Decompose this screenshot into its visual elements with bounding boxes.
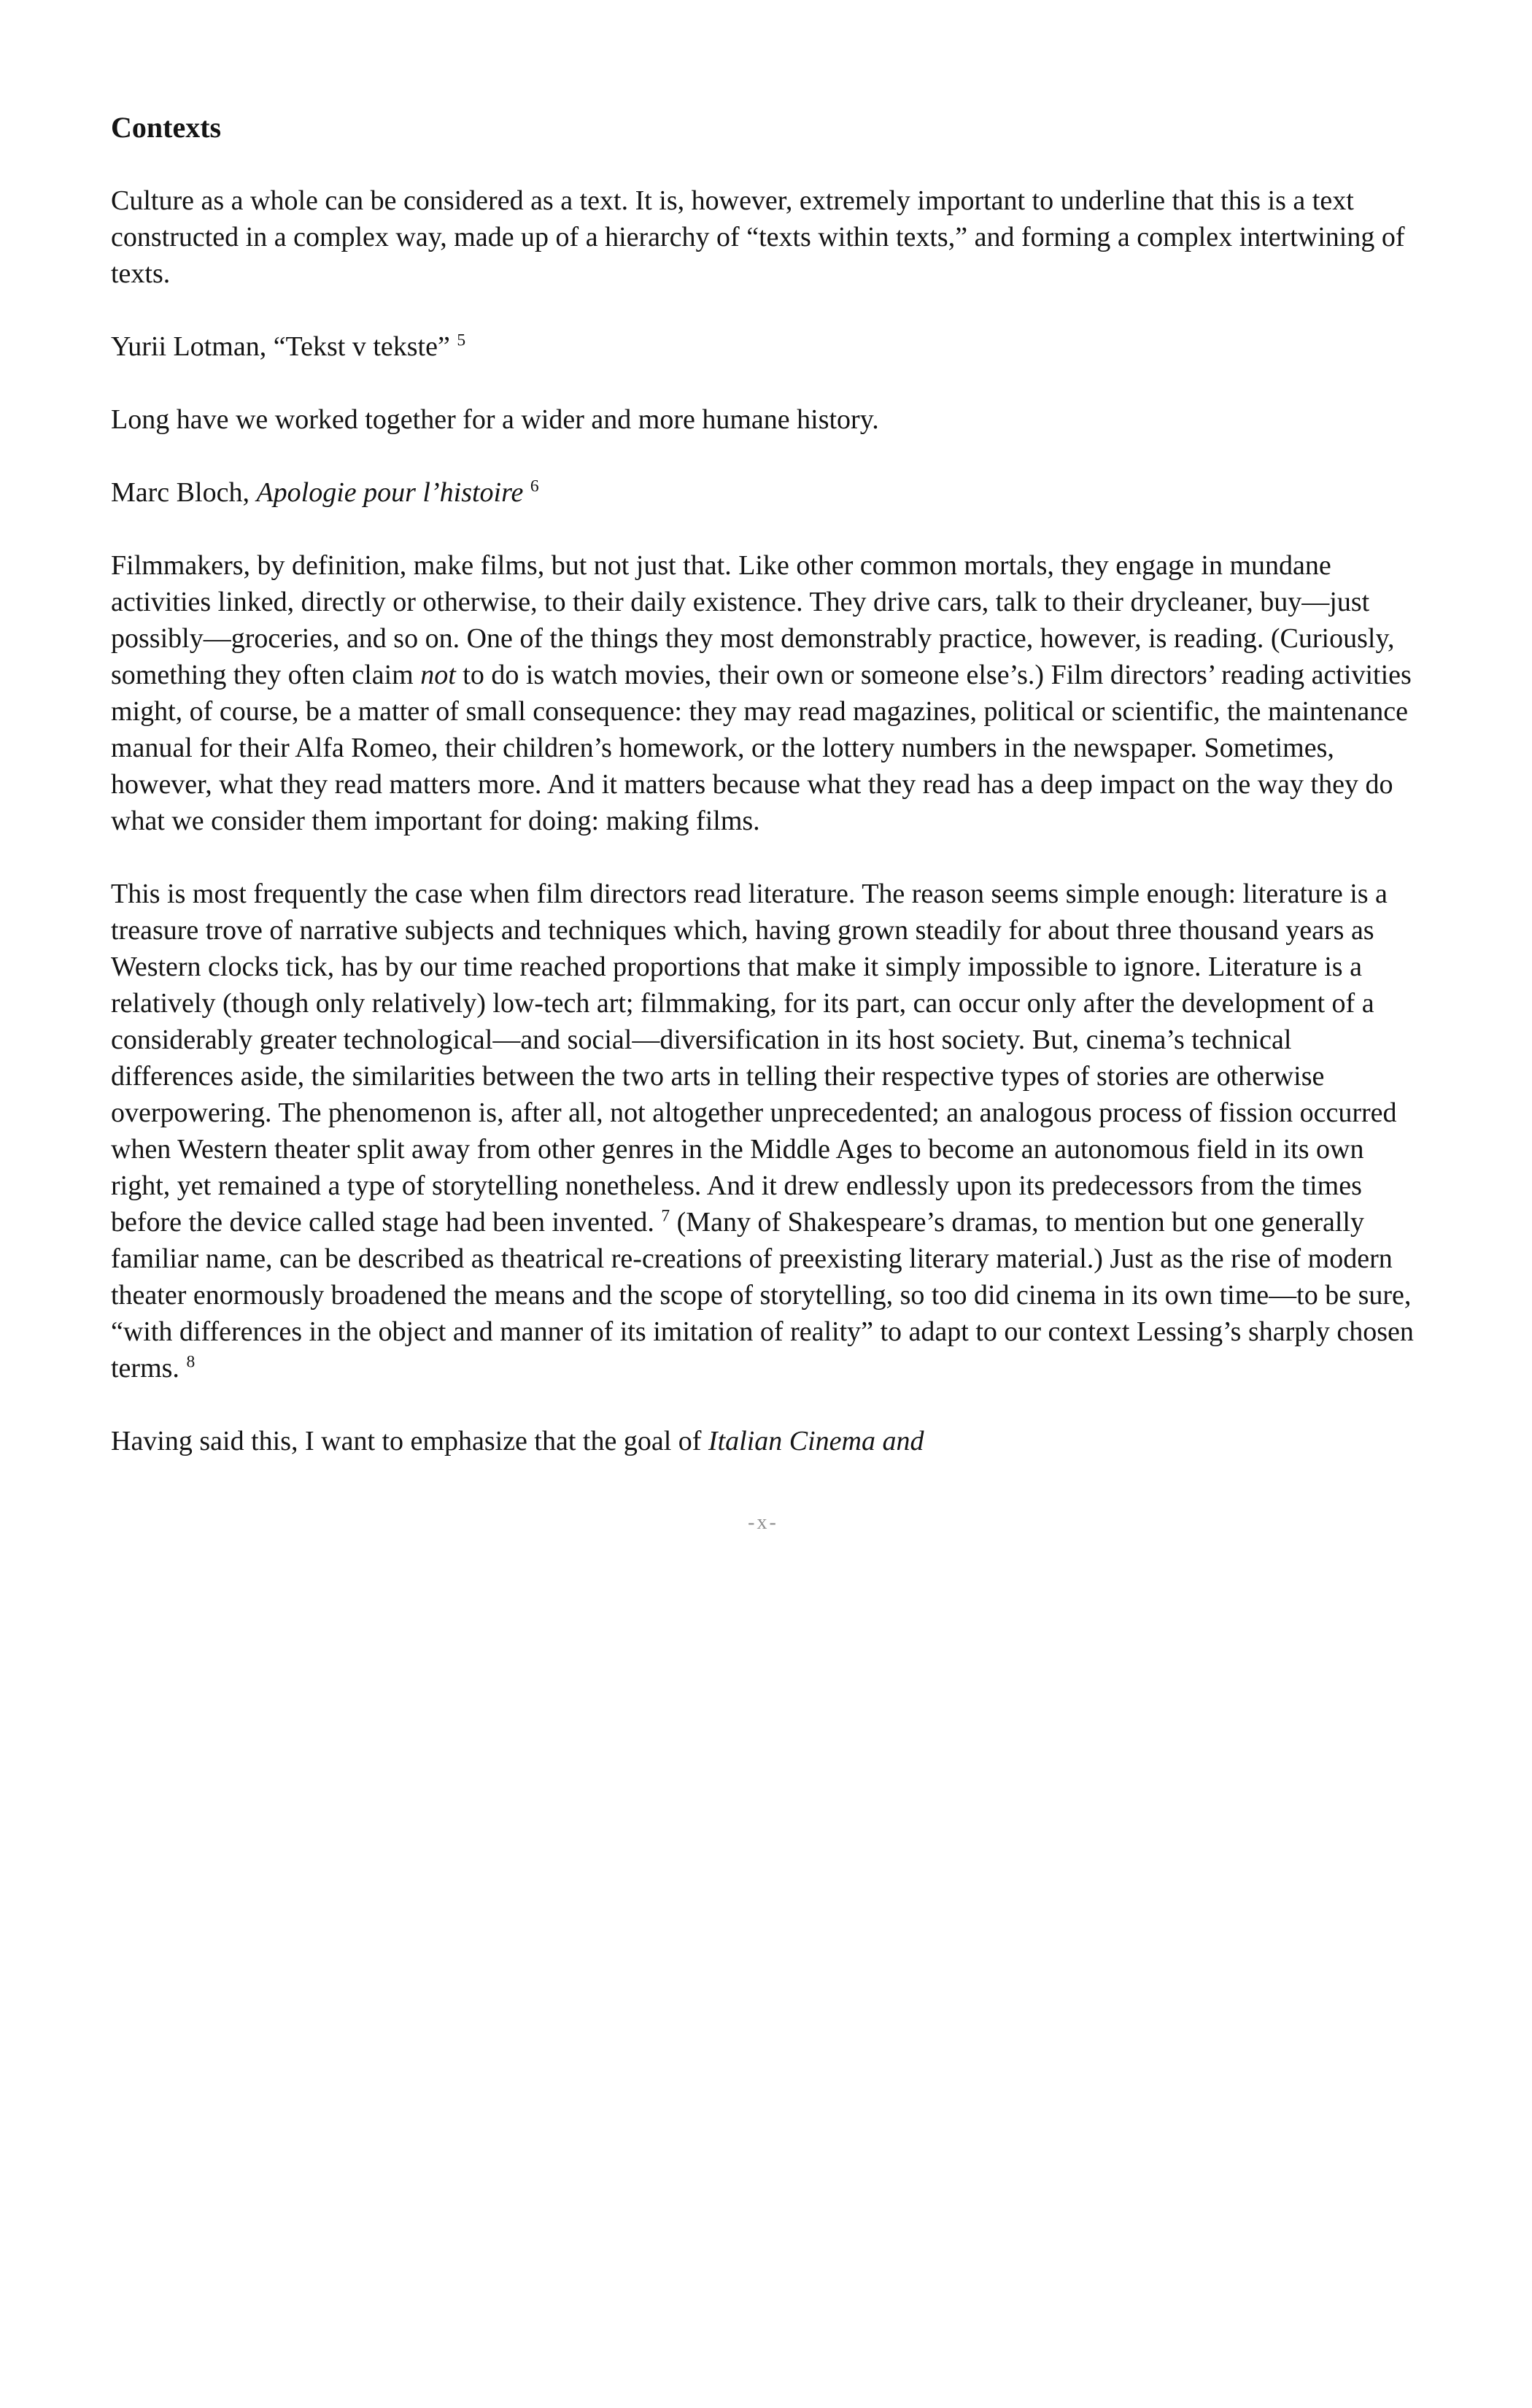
epigraph-bloch-attribution (111, 474, 1415, 511)
italic-text: not (420, 660, 456, 690)
italic-text: Apologie pour l’histoire (256, 477, 524, 508)
text-run: to do is watch movies, their own or someone else’s.) Film directors’ reading activities might, of course, be a matter of small consequence: they may read magazines, political or scientific, the maintenance manual for their Alfa Romeo, their children’s homework, or the lottery numbers in the newspaper. Sometimes, however, what they read matters more. And it matters because what they read has a deep impact on the way they do what we consider them important for doing: making films. (111, 660, 1412, 836)
epigraph-bloch-quote (111, 401, 1415, 438)
text-run: Filmmakers, by definition, make films, but not just that. Like other common mortals, they engage in mundane activities linked, directly or otherwise, to their daily existence. They drive cars, talk to their drycleaner, buy—just possibly—groceries, and so on. One of the things they most demonstrably practice, however, is reading. (Curiously, something they often claim (111, 550, 1395, 690)
body-paragraph-2 (111, 876, 1415, 1386)
body-paragraph-3 (111, 1423, 1415, 1459)
footer-page-number: -x- (748, 1511, 778, 1534)
text-run: (Many of Shakespeare’s dramas, to mention but one generally familiar name, can be described as theatrical re-creations of preexisting literary material.) Just as the rise of modern theater enormously broadened the means and the scope of storytelling, so too did cinema in its own time—to be sure, “with differences in the object and manner of its imitation of reality” to adapt to our context Lessing’s sharply chosen terms. (111, 1207, 1414, 1384)
italic-text: Italian Cinema and (708, 1426, 924, 1456)
epigraph-lotman-attribution (111, 328, 1415, 365)
footnote-ref: 5 (457, 331, 466, 350)
epigraph-lotman-quote (111, 182, 1415, 292)
body-paragraph-1 (111, 547, 1415, 839)
footnote-ref: 7 (661, 1206, 670, 1226)
text-run: This is most frequently the case when film directors read literature. The reason seems simple enough: literature is a treasure trove of narrative subjects and techniques which, having grown steadily for about three thousand years as Western clocks tick, has by our time reached proportions that make it simply impossible to ignore. Literature is a relatively (though only relatively) low-tech art; filmmaking, for its part, can occur only after the development of a considerably greater technological—and social—diversification in its host society. But, cinema’s technical differences aside, the similarities between the two arts in telling their respective types of stories are otherwise overpowering. The phenomenon is, after all, not altogether unprecedented; an analogous process of fission occurred when Western theater split away from other genres in the Middle Ages to become an autonomous field in its own right, yet remained a type of storytelling nonetheless. And it drew endlessly upon its predecessors from the times before the device called stage had been invented. (111, 879, 1397, 1238)
document-body (111, 182, 1415, 1459)
text-run: Culture as a whole can be considered as a text. It is, however, extremely important to underline that this is a text constructed in a complex way, made up of a hierarchy of “texts within texts,” and forming a complex intertwining of texts. (111, 185, 1405, 289)
text-run: Having said this, I want to emphasize that the goal of (111, 1426, 708, 1456)
footnote-ref: 6 (530, 476, 539, 496)
text-run (523, 477, 530, 508)
section-heading: Contexts (111, 111, 222, 144)
text-run: Yurii Lotman, “Tekst v tekste” (111, 331, 457, 362)
text-run: Marc Bloch, (111, 477, 257, 508)
footnote-ref: 8 (186, 1352, 196, 1372)
text-run: Long have we worked together for a wider and more humane history. (111, 404, 879, 435)
